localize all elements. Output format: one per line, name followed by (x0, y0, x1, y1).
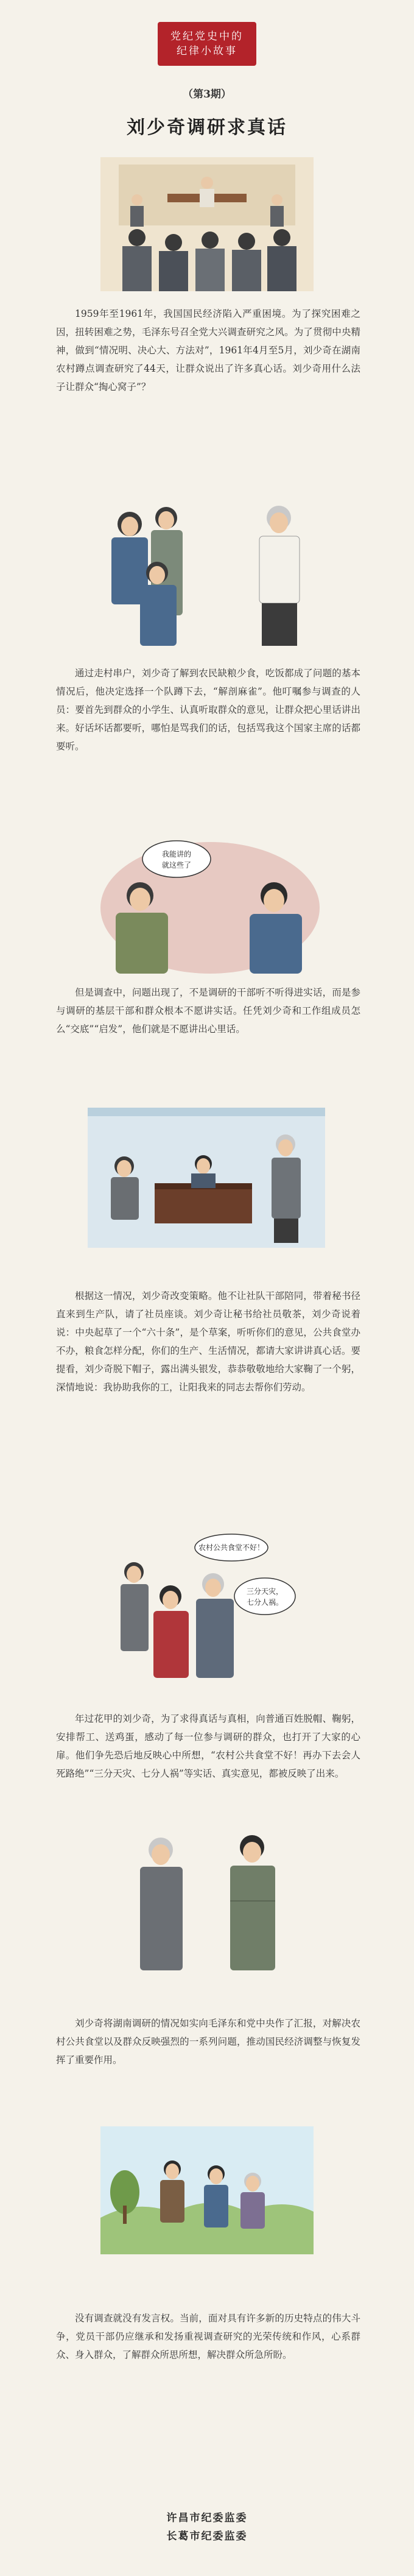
illustration-truth-telling (110, 1523, 310, 1682)
paragraph-4: 根据这一情况，刘少奇改变策略。他不让社队干部陪同，带着秘书径直来到生产队，请了社员座谈。刘少奇让秘书给社员敬茶，刘少奇说着说：中央起草了一个“六十条”，是个草案，听听你们的意见，公共食堂办不办，粮食怎样分配，你们的生产、生活情况，都请大家讲讲真心话。要提看，刘少奇脱下帽子，露出满头银发，恭恭敬敬地给大家鞠了一个躬，深情地说：我协助我你的工，让阳我来的同志去帮你们劳动。 (56, 1290, 360, 1393)
paragraph-3: 但是调查中，问题出现了，不是调研的干部听不听得进实话，而是参与调研的基层干部和群众根本不愿讲实话。任凭刘少奇和工作组成员怎么“交底”“启发”，他们就是不愿讲出心里话。 (56, 987, 360, 1035)
paragraph-1: 1959年至1961年，我国国民经济陷入严重困境。为了探究困难之因，扭转困难之势，毛泽东号召全党大兴调查研究之风。为了贯彻中央精神，做到“情况明、决心大、方法对”，1961年4月至5月，刘少奇在湖南农村蹲点调查研究了44天，让群众说出了许多真心话。刘少奇用什么法子让群众“掏心窝子”？ (56, 308, 360, 392)
badge-line-2: 纪律小故事 (177, 45, 237, 57)
bubble-line-1: 我能讲的 (161, 850, 192, 858)
illustration-office (88, 1108, 325, 1248)
bubble-canteen: 农村公共食堂不好！ (198, 1543, 265, 1552)
paragraph-6: 刘少奇将湖南调研的情况如实向毛泽东和党中央作了汇报，对解决农村公共食堂以及群众反映强烈的一系列问题，推动国民经济调整与恢复发挥了重要作用。 (56, 2018, 360, 2065)
paragraph-5: 年过花甲的刘少奇，为了求得真话与真相，向普通百姓脱帽、鞠躬，安排帮工、送鸡蛋，感动了每一位参与调研的群众，也打开了大家的心扉。他们争先恐后地反映心中所想，“农村公共食堂不好！再办下去会人死路绝”“三分天灾、七分人祸”等实话、真实意见，都被反映了出来。 (56, 1713, 360, 1779)
footer-line-2: 长葛市纪委监委 (166, 2530, 248, 2542)
footer-line-1: 许昌市纪委监委 (166, 2512, 248, 2524)
series-badge (158, 22, 256, 66)
badge-line-1: 党纪党史中的 (170, 30, 244, 43)
illustration-report (112, 1828, 307, 1980)
illustration-dialogue (97, 835, 323, 975)
illustration-meeting (100, 157, 314, 291)
illustration-villagers (96, 500, 321, 652)
paragraph-2: 通过走村串户，刘少奇了解到农民缺粮少食，吃饭都成了问题的基本情况后，他决定选择一个队蹲下去，“解剖麻雀”。他叮嘱参与调查的人员：要首先到群众的小学生、认真听取群众的意见，让群众把心里话讲出来。好话坏话都要听，哪怕是骂我们的话，包括骂我这个国家主席的话都要听。 (56, 668, 360, 752)
bubble-disaster-2: 七分人祸。 (246, 1598, 284, 1607)
issue-number: （第3期） (183, 88, 231, 101)
illustration-field (100, 2126, 314, 2254)
article-title: 刘少奇调研求真话 (127, 117, 287, 138)
bubble-line-2: 就这些了 (161, 861, 192, 869)
bubble-disaster-1: 三分天灾， (246, 1587, 284, 1596)
paragraph-7: 没有调查就没有发言权。当前，面对具有许多新的历史特点的伟大斗争，党员干部仍应继承和发扬重视调查研究的光荣传统和作风，心系群众、身入群众，了解群众所思所想，解决群众所急所盼。 (56, 2313, 360, 2360)
